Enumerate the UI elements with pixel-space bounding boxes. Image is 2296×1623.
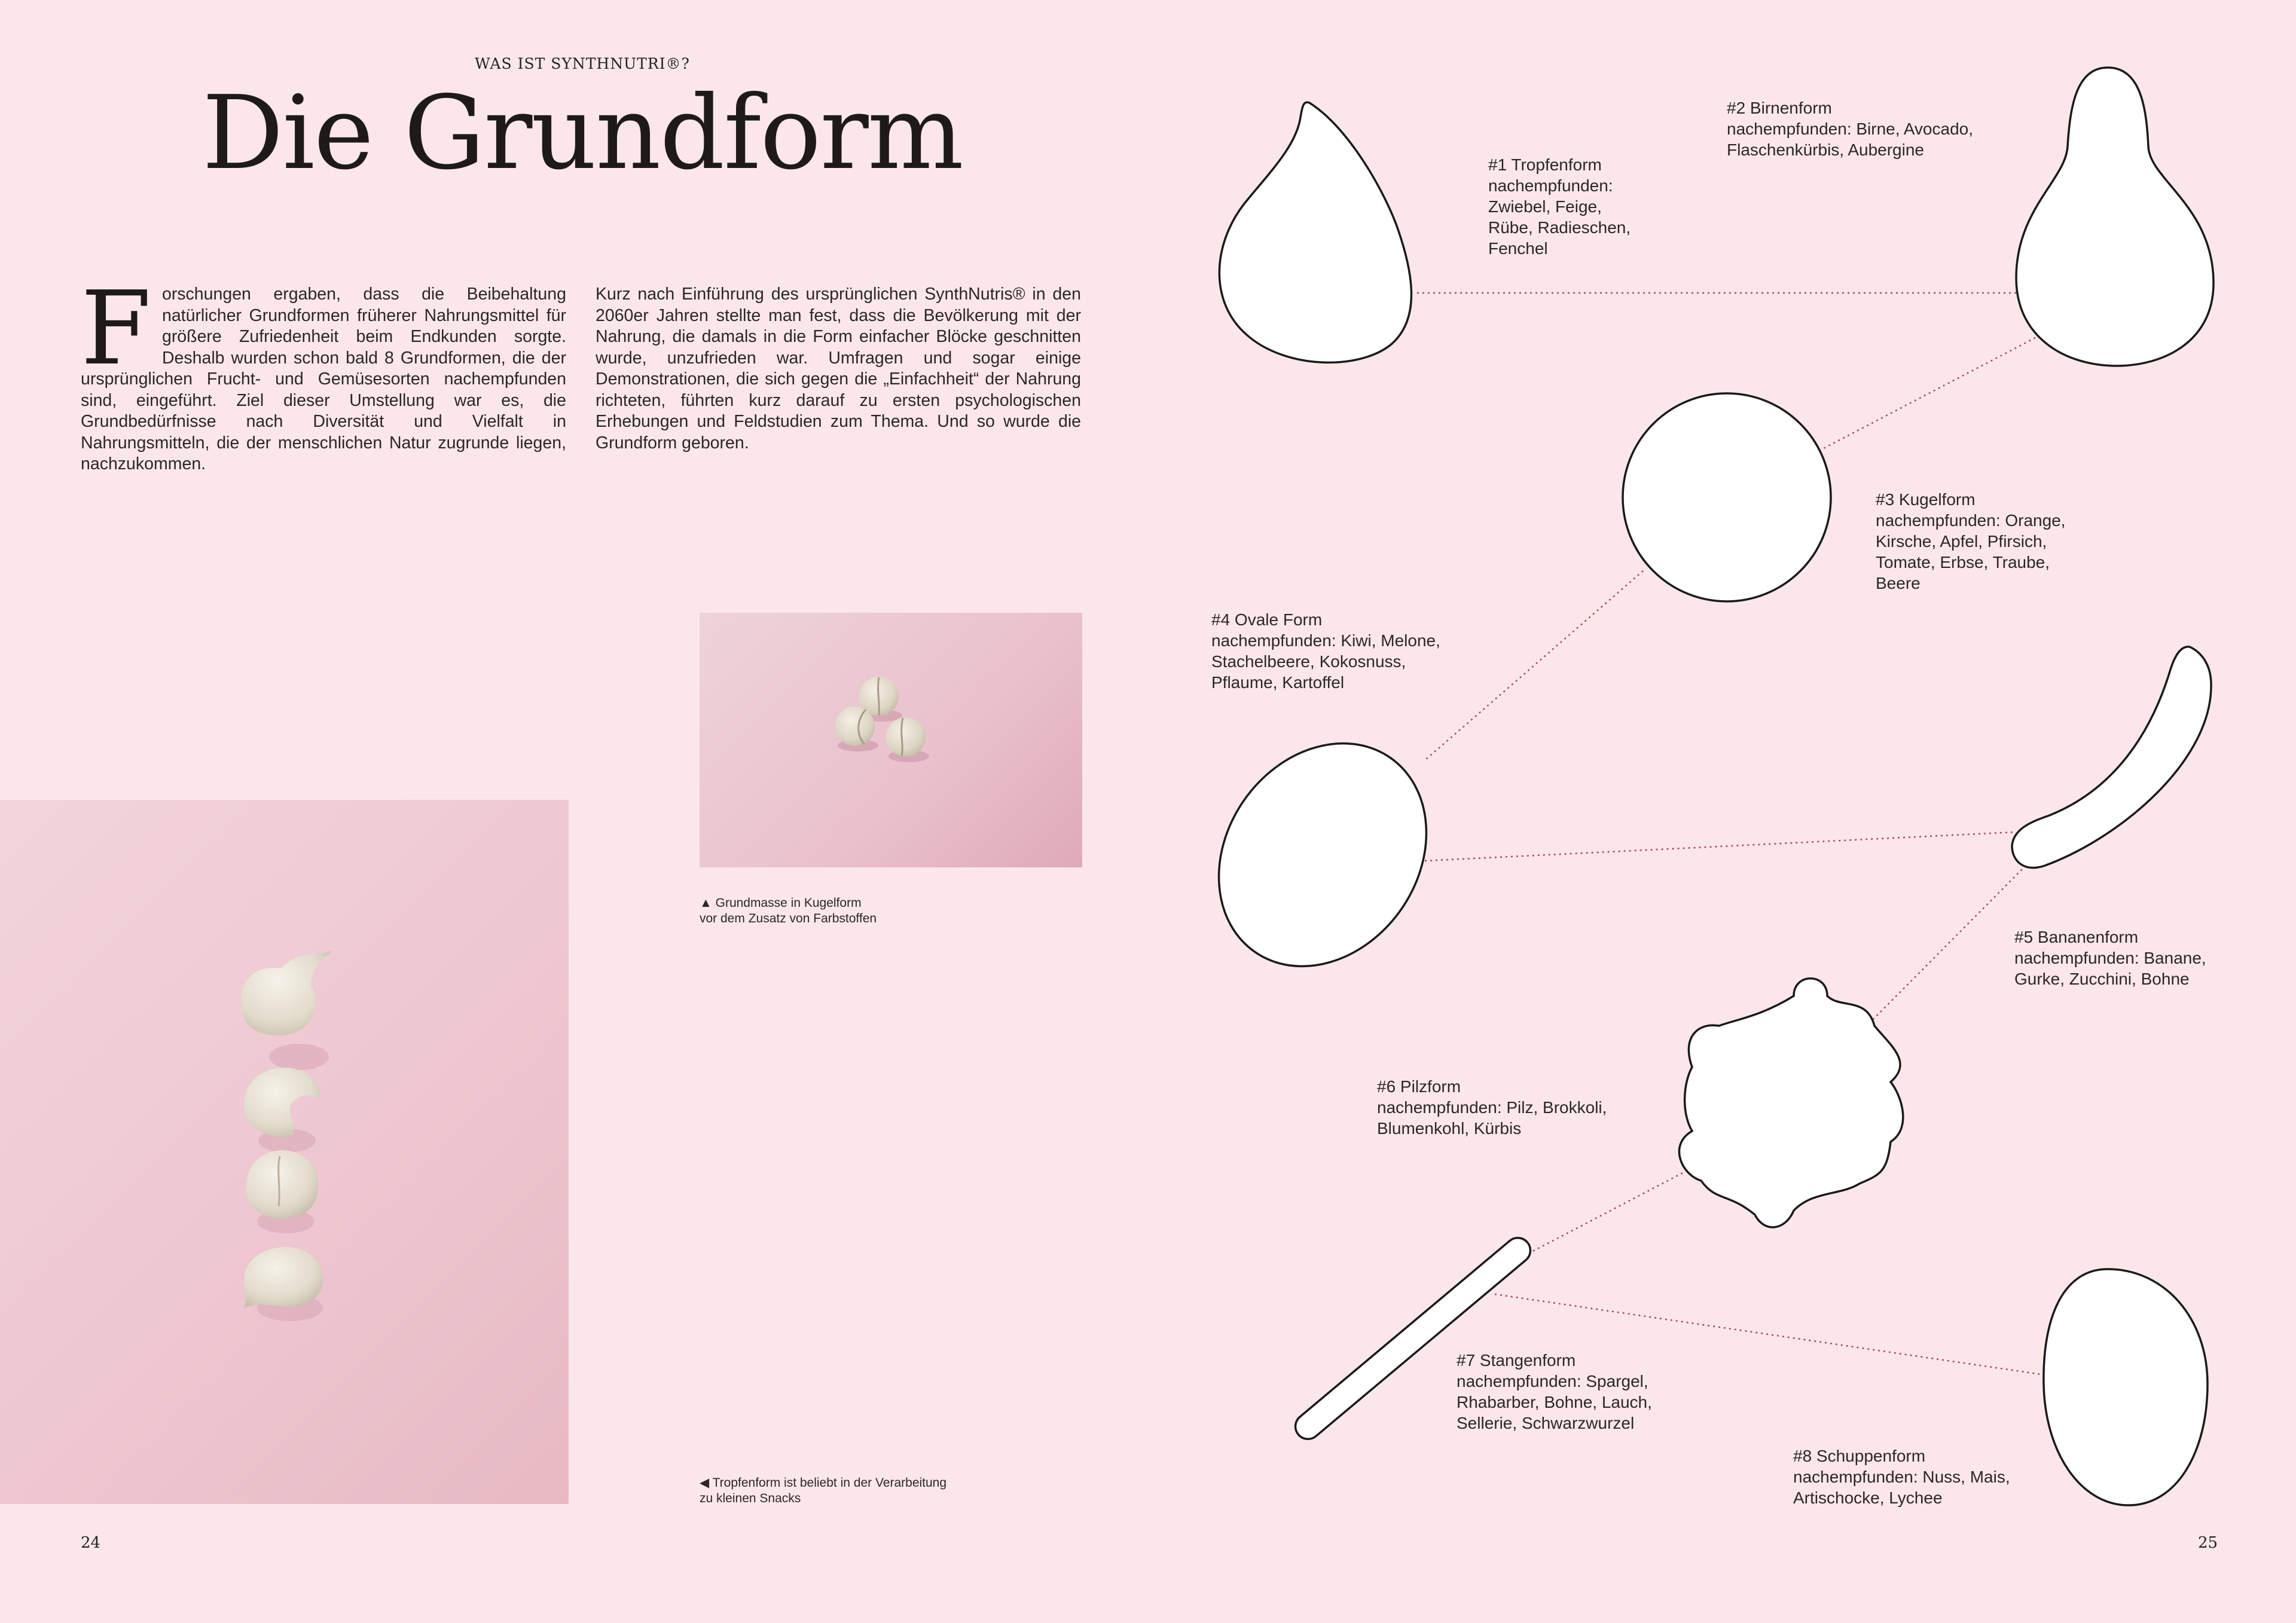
shape-schuppenform — [2044, 1269, 2208, 1505]
label-tropfenform-line: Rübe, Radieschen, — [1488, 218, 1631, 237]
kicker: WAS IST SYNTHNUTRI®? — [475, 55, 690, 72]
shape-ovale-form — [1176, 703, 1468, 1007]
drop-cap: F — [81, 270, 151, 388]
label-schuppenform-line: Artischocke, Lychee — [1793, 1488, 1943, 1507]
connector-2-3 — [1824, 338, 2035, 448]
page-number-right: 25 — [2198, 1534, 2218, 1552]
label-tropfenform-title: #1 Tropfenform — [1488, 155, 1602, 174]
shape-birnenform — [2016, 68, 2213, 366]
label-kugelform-line: nachempfunden: Orange, — [1876, 511, 2066, 530]
label-pilzform — [1377, 1076, 1607, 1139]
caption-tropfenform-line-1: ◀ Tropfenform ist beliebt in der Verarbeitung — [700, 1476, 947, 1490]
label-stangenform-title: #7 Stangenform — [1457, 1351, 1576, 1370]
label-bananenform-line: Gurke, Zucchini, Bohne — [2014, 970, 2190, 988]
label-kugelform — [1876, 489, 2066, 594]
connector-5-6 — [1866, 866, 2026, 1027]
label-schuppenform — [1793, 1445, 2010, 1508]
label-bananenform-title: #5 Bananenform — [2014, 928, 2139, 946]
caption-tropfenform-line-2: zu kleinen Snacks — [700, 1491, 801, 1505]
page-title: Die Grundform — [202, 74, 963, 192]
label-stangenform-line: nachempfunden: Spargel, — [1457, 1372, 1648, 1390]
label-tropfenform — [1488, 154, 1631, 259]
caption-kugelform-line-2: vor dem Zusatz von Farbstoffen — [700, 912, 877, 925]
label-kugelform-line: Tomate, Erbse, Traube, — [1876, 553, 2050, 571]
intro-column-2: Kurz nach Einführung des ursprünglichen SynthNutris® in den 2060er Jahren stellte man fest, dass die Bevölkerung mit der Nahrung, die damals in die Form einfacher Blöcke geschnitten wurde, unzufrieden war. Umfragen und sogar einige Demonstrationen, die sich gegen die „Einfachheit“ der Nahrung richteten, führten kurz darauf zu ersten psychologischen Erhebungen und Feldstudien zum Thema. Und so wurde die Grundform geboren. — [596, 285, 1081, 453]
label-stangenform-line: Sellerie, Schwarzwurzel — [1457, 1414, 1635, 1432]
shape-kugelform — [1623, 393, 1831, 601]
page-number-left: 24 — [81, 1534, 101, 1552]
label-ovale-form-line: Pflaume, Kartoffel — [1211, 673, 1345, 692]
shape-tropfenform — [1219, 102, 1411, 362]
label-birnenform-title: #2 Birnenform — [1727, 99, 1832, 117]
label-stangenform-line: Rhabarber, Bohne, Lauch, — [1457, 1393, 1652, 1411]
label-pilzform-line: nachempfunden: Pilz, Brokkoli, — [1377, 1098, 1607, 1117]
intro-text-1: orschungen ergaben, dass die Beibehaltung natürlicher Grundformen früherer Nahrungsmittel für größere Zufriedenheit beim Endkunden sorgte. Deshalb wurden schon bald 8 Grundformen, die der ursprünglichen Frucht- und Gemüsesorten nachempfunden sind, eingeführt. Ziel dieser Umstellung war es, die Grundbedürfnisse nach Diversität und Vielfalt in Nahrungsmitteln, die der menschlichen Natur zugrunde liegen, nachzukommen. — [81, 285, 566, 473]
label-kugelform-line: Beere — [1876, 574, 1921, 592]
caption-kugelform-line-1: ▲ Grundmasse in Kugelform — [700, 896, 862, 910]
connector-4-5 — [1425, 832, 2014, 861]
label-bananenform — [2014, 927, 2206, 989]
label-schuppenform-title: #8 Schuppenform — [1793, 1447, 1926, 1465]
label-birnenform-line: Flaschenkürbis, Aubergine — [1727, 140, 1924, 159]
label-ovale-form-title: #4 Ovale Form — [1211, 610, 1323, 629]
label-tropfenform-line: Fenchel — [1488, 239, 1548, 258]
label-birnenform-line: nachempfunden: Birne, Avocado, — [1727, 120, 1974, 138]
label-birnenform — [1727, 97, 1973, 160]
connector-3-4 — [1426, 571, 1643, 759]
label-pilzform-title: #6 Pilzform — [1377, 1077, 1461, 1096]
label-kugelform-line: Kirsche, Apfel, Pfirsich, — [1876, 532, 2047, 551]
label-tropfenform-line: Zwiebel, Feige, — [1488, 197, 1602, 216]
label-tropfenform-line: nachempfunden: — [1488, 176, 1613, 195]
label-bananenform-line: nachempfunden: Banane, — [2014, 949, 2206, 967]
label-schuppenform-line: nachempfunden: Nuss, Mais, — [1793, 1468, 2010, 1486]
shape-bananenform — [2012, 647, 2211, 868]
shape-pilzform — [1679, 979, 1903, 1227]
label-kugelform-title: #3 Kugelform — [1876, 490, 1976, 509]
label-ovale-form-line: nachempfunden: Kiwi, Melone, — [1211, 631, 1440, 650]
label-ovale-form-line: Stachelbeere, Kokosnuss, — [1211, 652, 1406, 671]
label-stangenform — [1457, 1350, 1652, 1434]
label-ovale-form — [1211, 609, 1440, 693]
label-pilzform-line: Blumenkohl, Kürbis — [1377, 1119, 1522, 1138]
